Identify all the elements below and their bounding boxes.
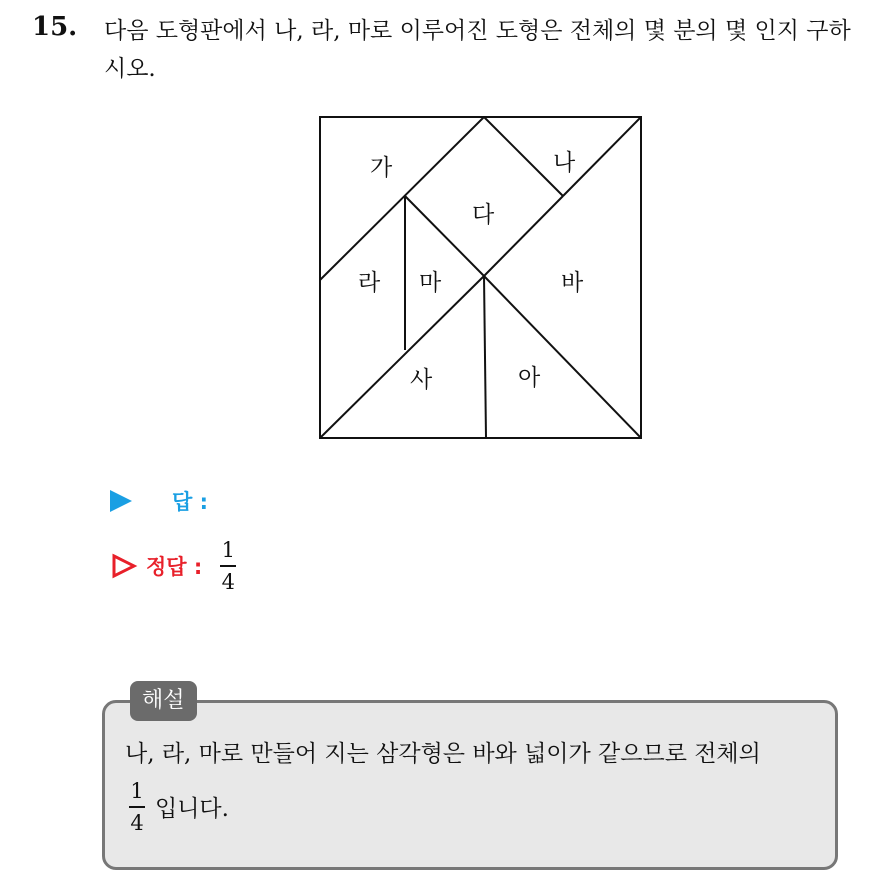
tangram-svg bbox=[318, 115, 643, 440]
explanation-box bbox=[102, 700, 838, 870]
correct-answer-row bbox=[110, 538, 236, 594]
edge-na-left bbox=[484, 117, 563, 196]
correct-fraction bbox=[220, 538, 236, 594]
correct-label: 정답 : bbox=[146, 554, 203, 579]
explanation-fraction-bar bbox=[129, 806, 145, 808]
label-na: 나 bbox=[553, 150, 576, 176]
play-triangle-icon bbox=[110, 490, 132, 512]
label-ba: 바 bbox=[561, 270, 584, 296]
answer-row bbox=[110, 485, 208, 517]
outline-triangle-icon bbox=[110, 552, 138, 580]
tangram-figure bbox=[318, 115, 643, 440]
edge-ga-diagonal bbox=[320, 117, 484, 280]
edge-da-right bbox=[484, 196, 563, 276]
label-a: 아 bbox=[518, 365, 541, 391]
explanation-line1: 나, 라, 마로 만들어 지는 삼각형은 바와 넓이가 같으므로 전체의 bbox=[125, 741, 761, 767]
explanation-tab: 해설 bbox=[130, 681, 197, 721]
edge-sa-a bbox=[484, 276, 486, 438]
label-ra: 라 bbox=[358, 270, 381, 296]
answer-label: 답 : bbox=[172, 490, 208, 514]
explanation-line2 bbox=[129, 779, 229, 835]
label-da: 다 bbox=[472, 202, 495, 228]
question-number: 15. bbox=[32, 12, 78, 42]
label-sa: 사 bbox=[410, 367, 433, 393]
explanation-numerator: 1 bbox=[130, 779, 144, 803]
edge-sa-diagonal bbox=[320, 276, 484, 438]
question-text: 다음 도형판에서 나, 라, 마로 이루어진 도형은 전체의 몇 분의 몇 인지 구하시오. bbox=[104, 18, 851, 82]
edge-a-diagonal bbox=[484, 276, 641, 438]
label-ga: 가 bbox=[370, 155, 393, 181]
fraction-bar bbox=[220, 565, 236, 567]
correct-denominator: 4 bbox=[221, 569, 235, 594]
label-ma: 마 bbox=[419, 270, 442, 296]
explanation-denominator: 4 bbox=[130, 810, 144, 835]
explanation-fraction bbox=[129, 779, 145, 835]
explanation-line2-tail: 입니다. bbox=[155, 796, 229, 823]
correct-numerator: 1 bbox=[221, 538, 235, 562]
